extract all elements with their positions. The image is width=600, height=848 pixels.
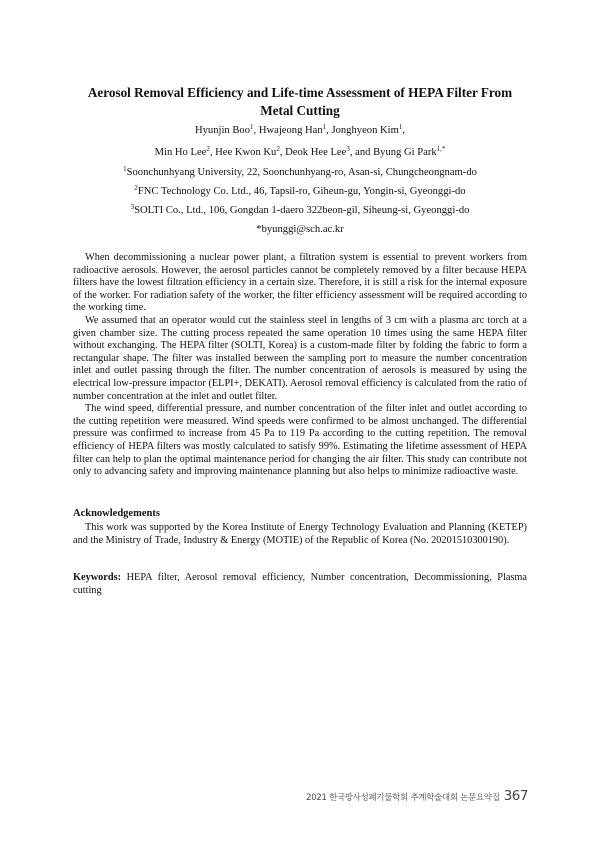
- author-name: Byung Gi Park: [373, 147, 437, 158]
- keywords-label: Keywords:: [73, 572, 122, 583]
- body-paragraph: The wind speed, differential pressure, and number concentration of the filter inlet and outlet according to the cutting repetition were measured. Wind speeds were confirmed to be almost unchanged. The differential pressure was confirmed to increase from 45 Pa to 119 Pa according to the cutting repetition. The removal efficiency of HEPA filters was mostly calculated to satisfy 99%. Estimating the lifetime assessment of HEPA filter can help to plan the optimal maintenance period for changing the air filter. This study can contribute not only to advancing safety and improving maintenance planning but also helps to minimize radioactive waste.: [73, 403, 527, 478]
- acknowledgements-heading: Acknowledgements: [73, 508, 160, 519]
- author-line-1: [40, 124, 560, 138]
- author-separator: ,: [253, 125, 259, 136]
- paper-title: Aerosol Removal Efficiency and Life-time Assessment of HEPA Filter From Metal Cutting: [87, 85, 513, 118]
- abstract-body: [73, 252, 527, 479]
- author-affiliation-mark: 2: [206, 145, 210, 153]
- author-affiliation-mark: 1: [322, 123, 327, 131]
- affiliation-number: 3: [130, 203, 135, 211]
- author-name: Hee Kwon Ku: [215, 147, 277, 158]
- affiliation-text: Soonchunhyang University, 22, Soonchunhyang-ro, Asan-si, Chungcheongnam-do: [126, 167, 477, 178]
- affiliation-1: [40, 166, 560, 180]
- author-name: Deok Hee Lee: [285, 147, 347, 158]
- body-paragraph: We assumed that an operator would cut the stainless steel in lengths of 3 cm with a plasma arc torch at a given chamber size. The cutting process repeated the same operation 10 times using the same HEPA filter without exchanging. The HEPA filter (SOLTI, Korea) is a custom-made filter by folding the fabric to form a rectangular shape. The filter was installed between the sampling port to measure the number concentration inlet and outlet passing through the filter. The number concentration of aerosols is measured by using the electrical low-pressure impactor (ELPI+, DEKATI). Aerosol removal efficiency is calculated from the ratio of number concentration at the inlet and outlet filter.: [73, 314, 527, 402]
- author-name: Hyunjin Boo: [194, 125, 251, 136]
- author-affiliation-mark: 1: [250, 123, 254, 131]
- affiliation-text: SOLTI Co., Ltd., 106, Gongdan 1-daero 322beon-gil, Siheung-si, Gyeonggi-do: [134, 205, 470, 216]
- keywords-text: HEPA filter, Aerosol removal efficiency, Number concentration, Decommissioning, Plasma cutting: [73, 572, 527, 596]
- author-separator: ,: [279, 147, 286, 158]
- affiliation-number: 2: [134, 184, 138, 192]
- author-separator: ,: [209, 147, 216, 158]
- affiliation-3: [40, 204, 560, 218]
- affiliation-2: [40, 185, 560, 199]
- affiliation-text: FNC Technology Co. Ltd., 46, Tapsil-ro, Giheun-gu, Yongin-si, Gyeonggi-do: [137, 186, 466, 197]
- acknowledgements-section: [73, 522, 527, 547]
- affiliation-number: 1: [123, 165, 127, 173]
- conference-name: 2021 한국방사성폐기물학회 추계학술대회 논문요약집: [306, 792, 500, 802]
- author-affiliation-mark: 3: [346, 145, 350, 153]
- author-name: Min Ho Lee: [154, 147, 207, 158]
- body-paragraph: When decommissioning a nuclear power plant, a filtration system is essential to prevent workers from radioactive aerosols. However, the aerosol particles cannot be completely removed by a filter because HEPA filters have the lowest filtration efficiency in a certain size. Therefore, it is still a risk for the internal exposure of the worker. For radiation safety of the worker, the filter efficiency assessment will be required according to the working time.: [73, 252, 527, 314]
- corresponding-email: *byunggi@sch.ac.kr: [256, 224, 344, 235]
- author-line-2: [40, 146, 560, 160]
- page-footer: [306, 788, 528, 804]
- author-separator: , and: [349, 147, 374, 158]
- author-separator: ,: [326, 125, 332, 136]
- keywords-section: [73, 572, 527, 597]
- acknowledgements-text: This work was supported by the Korea Institute of Energy Technology Evaluation and Planning (KETEP) and the Ministry of Trade, Industry & Energy (MOTIE) of the Republic of Korea (No. 20201510300190).: [73, 522, 527, 546]
- author-affiliation-mark: 1,*: [436, 145, 446, 153]
- author-separator: ,: [402, 125, 406, 136]
- page-number: 367: [503, 788, 528, 804]
- author-affiliation-mark: 1: [398, 123, 403, 131]
- author-affiliation-mark: 2: [276, 145, 280, 153]
- author-name: Hwajeong Han: [258, 125, 323, 136]
- author-name: Jonghyeon Kim: [331, 125, 399, 136]
